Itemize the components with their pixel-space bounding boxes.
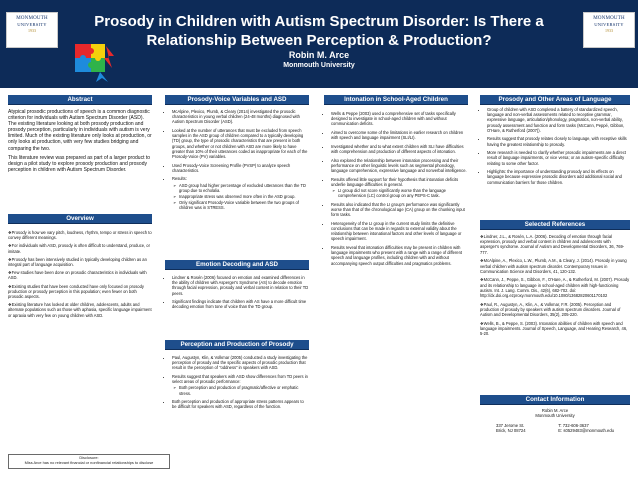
logo-text-line1: MONMOUTH <box>593 16 625 21</box>
sub-list-item: ➢ ASD group had higher percentage of excluded utterances than the TD group due to echolalia. <box>179 183 309 193</box>
contact-address <box>496 423 526 434</box>
intonation-heading: Intonation in School-Aged Children <box>324 95 468 105</box>
perception-production-body <box>165 355 309 413</box>
overview-item: ❖Few studies have been done on prosodic characteristics in individuals with ASD. <box>8 270 147 281</box>
list-item-text: Both perception and production of appropriate stress patterns appears to be difficult for speakers with ASD, regardless of the function. <box>172 399 304 410</box>
list-item-text: Results offered little support for their hypothesis that intonation deficits underlie language difficulties in general. <box>331 176 459 187</box>
list-item-text: Results also indicated that the LI group's performance was significantly worse than that of the chronological age (CA) group on the chunking input form tasks. <box>331 201 465 218</box>
logo-text-line3: 1933 <box>605 28 613 33</box>
list-item <box>331 221 468 242</box>
list-item: • Results suggest that prosody relates closely to language, with receptive skills having the greatest relationship to prosody. <box>487 136 630 146</box>
contact-institution: Monmouth University <box>535 413 575 419</box>
references-body <box>480 234 630 340</box>
overview-item-text: Few studies have been done on prosodic characteristics in individuals with ASD. <box>8 270 147 281</box>
contact-address-line1: 337 Jerome St. <box>496 422 525 428</box>
monmouth-logo-right <box>583 12 635 48</box>
prosody-voice-body <box>165 109 309 214</box>
list-item <box>331 177 468 199</box>
reference-item: ❖McAlpine, A., Plexico, L.W., Plumb, A.M., & Cleary, J. (2014). Prosody in young verbal children with autism spectrum disorder. Contemporary Issues in Communication Science and Disorders, 41, 120-132. <box>480 258 627 274</box>
list-item <box>172 163 309 173</box>
contact-body <box>480 408 630 448</box>
list-item <box>172 399 309 409</box>
list-item-text: Wells & Peppe (2003) used a comprehensive set of tasks specifically designed to investigate in school-aged children with and without communication deficits. <box>331 111 456 127</box>
list-item-text: Used Prosody-Voice Screening Profile (PVSP) to analyze speech characteristics. <box>172 162 291 173</box>
sub-list-item: ➢ Inappropriate stress was observed more often in the ASD group. <box>179 194 309 199</box>
list-item <box>172 275 309 296</box>
list-item-text: Heterogeneity of the LI group in the current study limits the definitive conclusions that can be made in regards to external validity about the relationship between intonational factors and other levels of language or speech impairment. <box>331 220 462 242</box>
disclosure-text: Miss Arce has no relevant financial or nonfinancial relationships to disclose <box>24 460 154 465</box>
list-item-text: Results suggest that speakers with ASD show differences from TD peers in select areas of prosodic performance: <box>172 374 308 385</box>
institution-name: Monmouth University <box>283 62 355 69</box>
list-item <box>331 111 468 127</box>
list-item: • Highlights: the importance of understanding prosody and its effects on language because expressive prosodic disorders add additional social and communication barriers for those children. <box>487 169 630 185</box>
contact-reach <box>558 423 614 434</box>
reference-text: McCann, J., Peppe, S., Gibbon, F., O'Hare, A., & Rutherford, M. (2007). Prosody and its relationship to language in school-aged children with high-functioning autism. Int. J. Lang. Comm. Dis., 42(6), 682-702. doi: http://dx.doi.org.ezproxy.monmouth.edu/10.1080/13682820601170102 <box>480 277 630 299</box>
overview-item: ❖Existing studies that have been conducted have only focused on prosody production or prosody perception in this population; even fewer on both prosodic aspects. <box>8 283 144 300</box>
overview-item: ❖For individuals with ASD, prosody is often difficult to understand, produce, or imitate. <box>8 243 150 254</box>
overview-item-text: Prosody has been intensively studied in typically developing children as an integral part of language acquisition. <box>8 256 147 268</box>
disclosure-box <box>8 454 170 469</box>
list-item-text: Significant findings indicate that children with AS have a more difficult time decoding emotion from tone of voice than the TD group. <box>172 299 307 310</box>
other-areas-body <box>480 107 630 188</box>
reference-item: ❖Wells, B., & Peppe, S. (2003). Intonation abilities of children with speech and language impairments. Journal of Speech, Language, and Hearing Research, 46, 5-20. <box>480 320 628 337</box>
list-item <box>172 355 309 371</box>
monmouth-logo-left <box>6 12 58 48</box>
contact-heading: Contact Information <box>480 395 630 405</box>
reference-text: Wells, B., & Peppe, S. (2003). Intonation abilities of children with speech and language impairments. Journal of Speech, Language, and Hearing Research, 46, 5-20. <box>480 320 628 337</box>
overview-body <box>8 230 152 321</box>
contact-details <box>480 423 630 434</box>
abstract-body <box>8 109 152 176</box>
reference-item: ❖McCann, J., Peppe, S., Gibbon, F., O'Hare, A., & Rutherford, M. (2007). Prosody and its relationship to language in school-aged children with high-functioning autism. Int. J. Lang. Comm. Dis., 42(6), 682-702. doi: http://dx.doi.org.ezproxy.monmouth.edu/10.1080/13682820601170102 <box>480 277 630 299</box>
list-item-text: McAlpine, Plexico, Plumb, & Cleary (2014) investigated the prosodic characteristics in young verbal children (24-48 months) diagnosed with Autism Spectrum Disorder (ASD). <box>172 109 300 125</box>
list-item-text: Lindner & Rosén (2006) focused on emotion and examined differences in the ability of children with Asperger's Syndrome (AS) to decode emotion through facial expression, prosody and verbal content in relation to their TD peers. <box>172 275 309 296</box>
overview-item-text: Existing literature has looked at older children, adolescents, adults and alternate populations such as those with aphasia, specific language impairment or apraxia with very few on young children with ASD. <box>8 302 152 318</box>
list-item <box>172 109 309 125</box>
list-item: • Group of children with ASD completed a battery of standardized speech, language and non-verbal assessments related to receptive grammar, expressive language, articulation/phonology, pragmatics, non-verbal ability, prosody assessment and function and form tasks (McCann, Peppé, Gibbon, O'Hare, & Rutherford (2007)). <box>487 107 630 133</box>
contact-email: E: s0529483@monmouth.edu <box>558 428 614 434</box>
reference-item: ❖Paul, R., Augustyn, A., Klin, A., & Volkmar, F.R. (2005). Perception and production of prosody by speakers with autism spectrum disorders. Journal of Autism and Developmental Disorders, 35(2), 205-220. <box>480 301 621 318</box>
emotion-body <box>165 275 309 313</box>
list-item <box>172 128 309 159</box>
author-name: Robin M. Arce <box>288 50 350 60</box>
list-item <box>172 176 309 210</box>
contact-name: Robin M. Arce <box>541 408 569 413</box>
disclosure-title: Disclosure: <box>79 455 99 460</box>
logo-text-line2: UNIVERSITY <box>594 22 624 27</box>
list-item-text: Investigated whether and to what extent children with SLI have difficulties with comprehension and production of different aspects of intonation. <box>331 143 464 154</box>
prosody-voice-heading: Prosody-Voice Variables and ASD <box>165 95 309 105</box>
abstract-paragraph: This literature review was prepared as part of a larger product to design a pilot study to explore prosody production and prosody perception in children with Autism Spectrum Disorder. <box>8 154 151 173</box>
intonation-body <box>324 111 468 269</box>
list-item-text: Looked at the number of utterances that must be excluded from speech samples in the ASD group of children compared to a typically developing (TD) group, the type of prosodic characteristics that are present in both groups, and whether or not children with ASD are more likely to have greater than 10% of their utterances coded as inappropriate for each of the Prosody-Voice (PV) variables. <box>172 128 308 160</box>
list-item <box>172 299 309 309</box>
list-item <box>331 202 468 218</box>
contact-address-line2: Brick, NJ 08724 <box>496 428 526 434</box>
list-item-text: Also explored the relationship between intonation processing and their performance on other linguistic levels such as segmental phonology, language comprehension, expressive language and nonverbal intelligence. <box>331 157 467 173</box>
reference-text: Lindner, J.L., & Rosén, L.A. (2006). Decoding of emotion through facial expression, prosody and verbal content in children and adolescents with asperger's syndrome. Journal of Autism and Developmental Disorders, 36, 769-777. <box>480 234 625 255</box>
contact-phone: T: 732-606-3637 <box>558 422 589 428</box>
abstract-paragraph: Atypical prosodic productions of speech is a common diagnostic criterion for individuals with Autism Spectrum Disorder (ASD). The existing literature looking at both prosody production and prosody perception, particularly in individuals with autism is very limited. Much of the existing literature only looks at production, or only looks at production, with very few studies bridging and comparing the two. <box>8 109 152 152</box>
perception-production-heading: Perception and Production of Prosody <box>165 340 309 350</box>
list-item-text: Paul, Augustyn, Klin, & Volkmar (2005) conducted a study investigating the perception of prosody and the specific aspects of prosodic production that result in the perception of "oddness" in speakers with ASD. <box>172 355 308 371</box>
sub-list-item: ➢ Only significant Prosody-Voice variable between the two groups of children was in STRESS. <box>179 200 309 210</box>
list-item-text: Results reveal that intonation difficulties may be present in children with language impairments who present with a range with a range of different speech and language profiles, including children with and without accompanying speech output difficulties and pragmatics problems. <box>331 245 463 266</box>
overview-item-text: For individuals with ASD, prosody is often difficult to understand, produce, or imitate. <box>8 243 150 254</box>
logo-text-line3: 1933 <box>28 28 36 33</box>
poster-title: Prosody in Children with Autism Spectrum Disorder: Is There a Relationship Between Perception & Production? <box>94 13 544 49</box>
other-areas-heading: Prosody and Other Areas of Language <box>480 95 630 105</box>
overview-item: ❖Prosody has been intensively studied in typically developing children as an integral part of language acquisition. <box>8 256 147 268</box>
list-item <box>331 158 468 174</box>
overview-item-text: Existing studies that have been conducted have only focused on prosody production or prosody perception in this population; even fewer on both prosodic aspects. <box>8 283 144 300</box>
references-heading: Selected References <box>480 220 630 230</box>
poster-header <box>0 0 638 88</box>
reference-item: ❖Lindner, J.L., & Rosén, L.A. (2006). Decoding of emotion through facial expression, prosody and verbal content in children and adolescents with asperger's syndrome. Journal of Autism and Developmental Disorders, 36, 769-777. <box>480 234 625 255</box>
list-item <box>331 245 468 266</box>
list-item <box>172 374 309 396</box>
overview-item: ❖Existing literature has looked at older children, adolescents, adults and alternate populations such as those with aphasia, specific language impairment or apraxia with very few on young children with ASD. <box>8 302 152 318</box>
list-item: • More research is needed to clarify whether prosodic impairments are a direct result of language impairments, or vice versa; or an autism-specific difficulty relating to some other factor. <box>487 150 630 166</box>
logo-text-line2: UNIVERSITY <box>17 22 47 27</box>
abstract-heading: Abstract <box>8 95 152 105</box>
overview-heading: Overview <box>8 214 152 224</box>
list-item-text: Aimed to overcome some of the limitations in earlier research on children with speech and language impairment (SLI/LI). <box>331 130 464 141</box>
overview-item: ❖Prosody is how we vary pitch, loudness, rhythm, tempo or stress in speech to convey different meanings. <box>8 230 152 241</box>
list-item-text: Results: <box>172 176 187 182</box>
reference-text: McAlpine, A., Plexico, L.W., Plumb, A.M., & Cleary, J. (2014). Prosody in young verbal children with autism spectrum disorder. Contemporary Issues in Communication Science and Disorders, 41, 120-132. <box>480 258 627 274</box>
list-item <box>331 130 468 140</box>
reference-text: Paul, R., Augustyn, A., Klin, A., & Volkmar, F.R. (2005). Perception and production of prosody by speakers with autism spectrum disorders. Journal of Autism and Developmental Disorders, 35(2), 205-220. <box>480 301 621 318</box>
emotion-heading: Emotion Decoding and ASD <box>165 260 309 270</box>
sub-list-item: ➢ LI group did not score significantly worse than the language comprehension (LC) control group on any PEPS-C task. <box>338 188 468 198</box>
overview-item-text: Prosody is how we vary pitch, loudness, rhythm, tempo or stress in speech to convey different meanings. <box>8 230 152 241</box>
list-item <box>331 144 468 154</box>
logo-text-line1: MONMOUTH <box>16 16 48 21</box>
sub-list-item: ➢ Both perception and production of pragmatic/affective or emphatic stress. <box>179 385 309 395</box>
